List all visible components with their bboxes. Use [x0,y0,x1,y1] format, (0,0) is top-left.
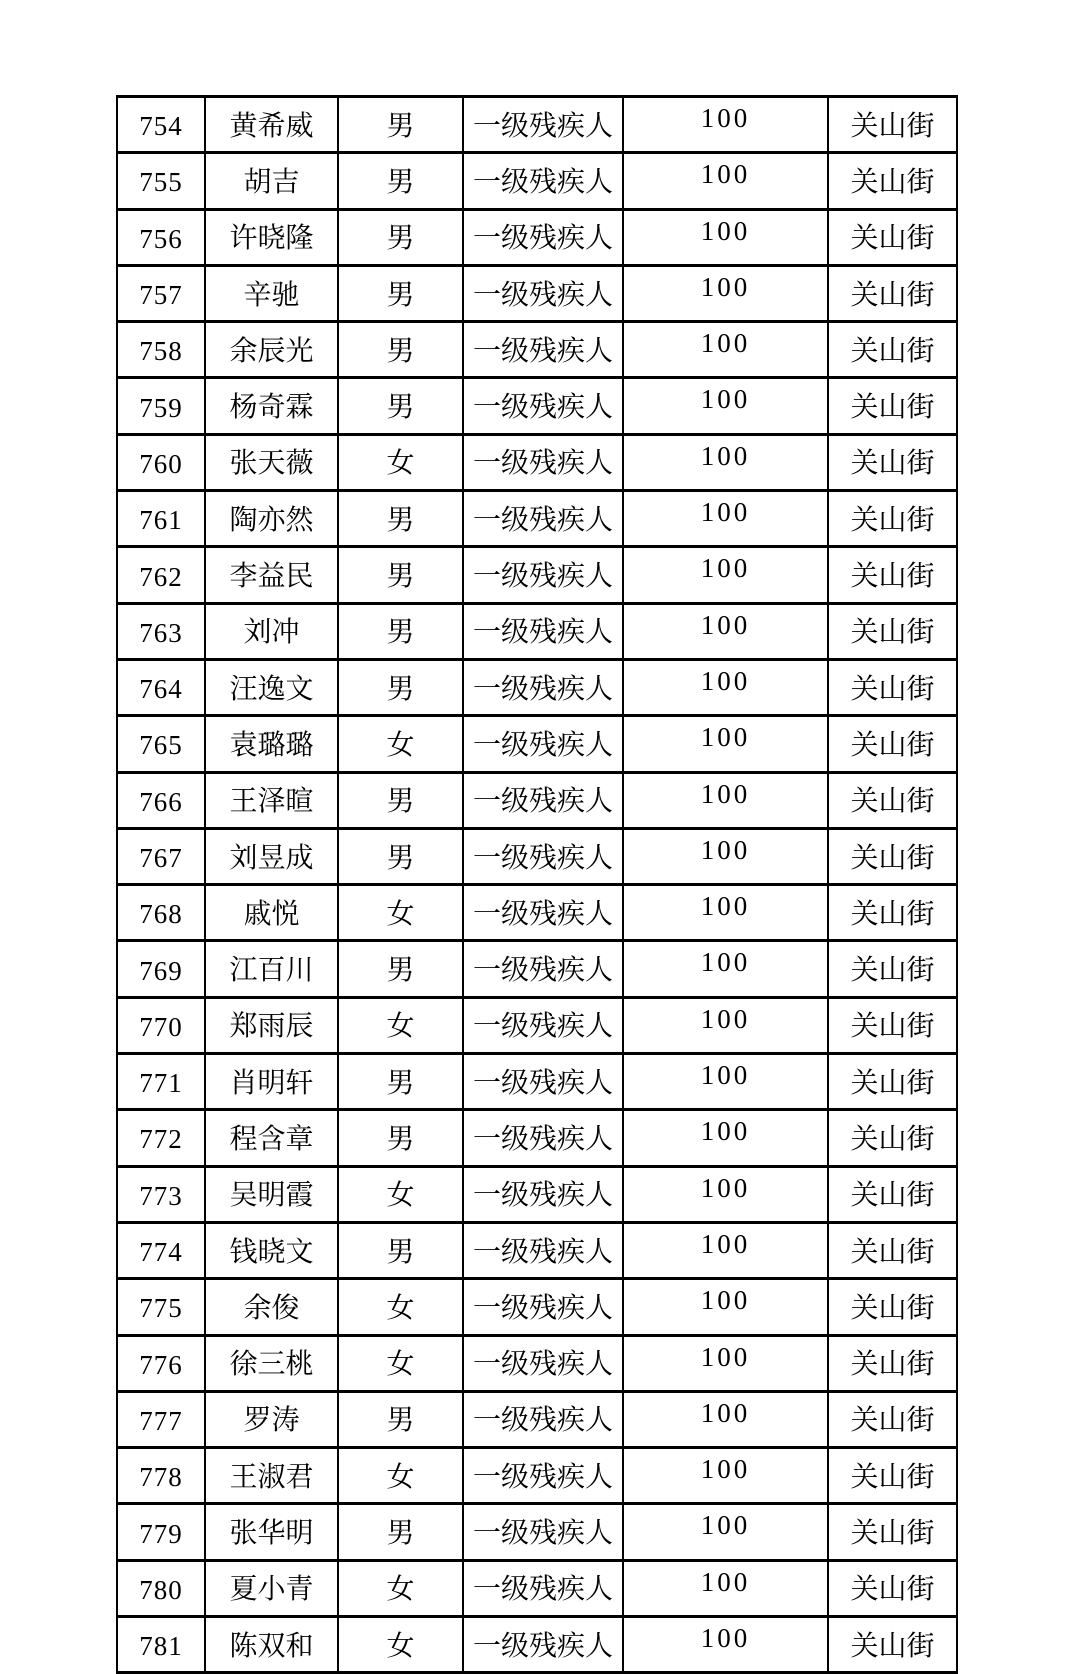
table-row [117,491,957,547]
cell-amount: 100 [623,603,828,659]
table-row [117,1110,957,1166]
table-row [117,603,957,659]
cell-amount: 100 [623,997,828,1053]
table-row [117,322,957,378]
cell-name: 肖明轩 [205,1054,338,1110]
cell-amount: 100 [623,716,828,772]
cell-gender: 女 [338,1166,463,1222]
cell-name: 陶亦然 [205,491,338,547]
cell-amount: 100 [623,547,828,603]
cell-category: 一级残疾人 [463,997,623,1053]
table-row [117,997,957,1053]
cell-gender: 男 [338,772,463,828]
cell-row-number: 777 [117,1391,205,1447]
cell-category: 一级残疾人 [463,1448,623,1504]
cell-category: 一级残疾人 [463,828,623,884]
cell-gender: 男 [338,1110,463,1166]
cell-category: 一级残疾人 [463,659,623,715]
cell-gender: 男 [338,491,463,547]
cell-street: 关山街 [828,772,957,828]
cell-row-number: 778 [117,1448,205,1504]
cell-row-number: 779 [117,1504,205,1560]
cell-name: 汪逸文 [205,659,338,715]
cell-gender: 男 [338,1222,463,1278]
cell-row-number: 757 [117,265,205,321]
cell-category: 一级残疾人 [463,322,623,378]
cell-amount: 100 [623,153,828,209]
cell-amount: 100 [623,265,828,321]
table-row [117,434,957,490]
table-row [117,716,957,772]
cell-street: 关山街 [828,1448,957,1504]
table-row [117,209,957,265]
recipients-table [116,95,958,1674]
cell-street: 关山街 [828,434,957,490]
cell-row-number: 764 [117,659,205,715]
cell-category: 一级残疾人 [463,1391,623,1447]
table-body [117,97,957,1673]
cell-amount: 100 [623,97,828,153]
cell-row-number: 763 [117,603,205,659]
cell-name: 王泽暄 [205,772,338,828]
cell-name: 胡吉 [205,153,338,209]
table-row [117,1391,957,1447]
cell-amount: 100 [623,1335,828,1391]
cell-amount: 100 [623,1222,828,1278]
cell-amount: 100 [623,885,828,941]
cell-gender: 女 [338,1617,463,1673]
cell-row-number: 766 [117,772,205,828]
table-row [117,1054,957,1110]
cell-gender: 男 [338,97,463,153]
cell-street: 关山街 [828,1166,957,1222]
cell-gender: 男 [338,1391,463,1447]
cell-name: 戚悦 [205,885,338,941]
cell-gender: 男 [338,378,463,434]
cell-street: 关山街 [828,209,957,265]
cell-amount: 100 [623,434,828,490]
cell-row-number: 762 [117,547,205,603]
cell-category: 一级残疾人 [463,378,623,434]
cell-street: 关山街 [828,322,957,378]
table-row [117,153,957,209]
cell-row-number: 756 [117,209,205,265]
cell-category: 一级残疾人 [463,153,623,209]
table-row [117,772,957,828]
cell-name: 许晓隆 [205,209,338,265]
cell-amount: 100 [623,378,828,434]
cell-category: 一级残疾人 [463,1222,623,1278]
cell-row-number: 767 [117,828,205,884]
cell-name: 罗涛 [205,1391,338,1447]
cell-street: 关山街 [828,1222,957,1278]
cell-amount: 100 [623,209,828,265]
cell-gender: 女 [338,434,463,490]
table-row [117,1617,957,1673]
cell-street: 关山街 [828,491,957,547]
cell-name: 王淑君 [205,1448,338,1504]
cell-row-number: 761 [117,491,205,547]
cell-street: 关山街 [828,153,957,209]
cell-category: 一级残疾人 [463,1279,623,1335]
cell-row-number: 776 [117,1335,205,1391]
cell-amount: 100 [623,941,828,997]
cell-category: 一级残疾人 [463,885,623,941]
table-row [117,1504,957,1560]
cell-street: 关山街 [828,941,957,997]
cell-street: 关山街 [828,1391,957,1447]
cell-row-number: 780 [117,1560,205,1616]
cell-street: 关山街 [828,885,957,941]
cell-street: 关山街 [828,378,957,434]
cell-street: 关山街 [828,1617,957,1673]
cell-amount: 100 [623,1279,828,1335]
cell-amount: 100 [623,1448,828,1504]
cell-gender: 男 [338,828,463,884]
cell-amount: 100 [623,659,828,715]
cell-name: 黄希威 [205,97,338,153]
table-row [117,1335,957,1391]
cell-gender: 女 [338,1560,463,1616]
cell-name: 张华明 [205,1504,338,1560]
cell-name: 徐三桃 [205,1335,338,1391]
table-row [117,1560,957,1616]
cell-category: 一级残疾人 [463,1617,623,1673]
cell-street: 关山街 [828,1279,957,1335]
cell-name: 吴明霞 [205,1166,338,1222]
cell-gender: 男 [338,265,463,321]
cell-amount: 100 [623,1054,828,1110]
cell-category: 一级残疾人 [463,603,623,659]
cell-category: 一级残疾人 [463,1504,623,1560]
cell-name: 陈双和 [205,1617,338,1673]
table-row [117,828,957,884]
cell-category: 一级残疾人 [463,209,623,265]
table-row [117,885,957,941]
cell-row-number: 772 [117,1110,205,1166]
cell-name: 张天薇 [205,434,338,490]
cell-row-number: 760 [117,434,205,490]
cell-street: 关山街 [828,659,957,715]
cell-street: 关山街 [828,603,957,659]
cell-gender: 男 [338,209,463,265]
cell-gender: 男 [338,547,463,603]
cell-category: 一级残疾人 [463,716,623,772]
cell-gender: 男 [338,603,463,659]
cell-gender: 男 [338,1504,463,1560]
cell-category: 一级残疾人 [463,491,623,547]
cell-category: 一级残疾人 [463,547,623,603]
cell-row-number: 773 [117,1166,205,1222]
cell-amount: 100 [623,772,828,828]
cell-name: 刘昱成 [205,828,338,884]
cell-name: 杨奇霖 [205,378,338,434]
cell-name: 程含章 [205,1110,338,1166]
cell-name: 郑雨辰 [205,997,338,1053]
cell-row-number: 774 [117,1222,205,1278]
cell-street: 关山街 [828,1560,957,1616]
cell-category: 一级残疾人 [463,1054,623,1110]
cell-street: 关山街 [828,265,957,321]
table-row [117,1279,957,1335]
cell-row-number: 775 [117,1279,205,1335]
cell-street: 关山街 [828,1335,957,1391]
cell-category: 一级残疾人 [463,434,623,490]
table-row [117,378,957,434]
cell-gender: 女 [338,885,463,941]
cell-gender: 女 [338,997,463,1053]
cell-gender: 女 [338,1279,463,1335]
cell-amount: 100 [623,828,828,884]
cell-gender: 男 [338,659,463,715]
cell-name: 余辰光 [205,322,338,378]
cell-category: 一级残疾人 [463,265,623,321]
cell-street: 关山街 [828,97,957,153]
cell-amount: 100 [623,1166,828,1222]
table-row [117,265,957,321]
table-row [117,547,957,603]
cell-amount: 100 [623,322,828,378]
cell-name: 钱晓文 [205,1222,338,1278]
cell-row-number: 759 [117,378,205,434]
cell-street: 关山街 [828,1110,957,1166]
cell-row-number: 769 [117,941,205,997]
cell-name: 袁璐璐 [205,716,338,772]
cell-gender: 女 [338,1335,463,1391]
cell-gender: 男 [338,1054,463,1110]
cell-amount: 100 [623,1560,828,1616]
cell-amount: 100 [623,1504,828,1560]
cell-gender: 男 [338,153,463,209]
cell-street: 关山街 [828,1504,957,1560]
cell-row-number: 765 [117,716,205,772]
cell-category: 一级残疾人 [463,1110,623,1166]
cell-street: 关山街 [828,547,957,603]
table-row [117,97,957,153]
cell-gender: 女 [338,1448,463,1504]
cell-category: 一级残疾人 [463,1166,623,1222]
cell-name: 刘冲 [205,603,338,659]
cell-category: 一级残疾人 [463,772,623,828]
cell-name: 夏小青 [205,1560,338,1616]
cell-street: 关山街 [828,997,957,1053]
cell-name: 余俊 [205,1279,338,1335]
cell-row-number: 771 [117,1054,205,1110]
cell-amount: 100 [623,1617,828,1673]
cell-row-number: 781 [117,1617,205,1673]
cell-amount: 100 [623,491,828,547]
cell-gender: 男 [338,941,463,997]
cell-name: 李益民 [205,547,338,603]
cell-row-number: 768 [117,885,205,941]
cell-category: 一级残疾人 [463,1335,623,1391]
cell-gender: 女 [338,716,463,772]
table-row [117,1166,957,1222]
table-row [117,941,957,997]
cell-street: 关山街 [828,1054,957,1110]
cell-category: 一级残疾人 [463,941,623,997]
cell-name: 辛驰 [205,265,338,321]
cell-street: 关山街 [828,716,957,772]
table-row [117,659,957,715]
cell-category: 一级残疾人 [463,97,623,153]
cell-amount: 100 [623,1391,828,1447]
cell-row-number: 758 [117,322,205,378]
cell-row-number: 755 [117,153,205,209]
cell-street: 关山街 [828,828,957,884]
cell-amount: 100 [623,1110,828,1166]
cell-row-number: 770 [117,997,205,1053]
cell-category: 一级残疾人 [463,1560,623,1616]
cell-gender: 男 [338,322,463,378]
table-row [117,1222,957,1278]
cell-name: 江百川 [205,941,338,997]
cell-row-number: 754 [117,97,205,153]
table-row [117,1448,957,1504]
